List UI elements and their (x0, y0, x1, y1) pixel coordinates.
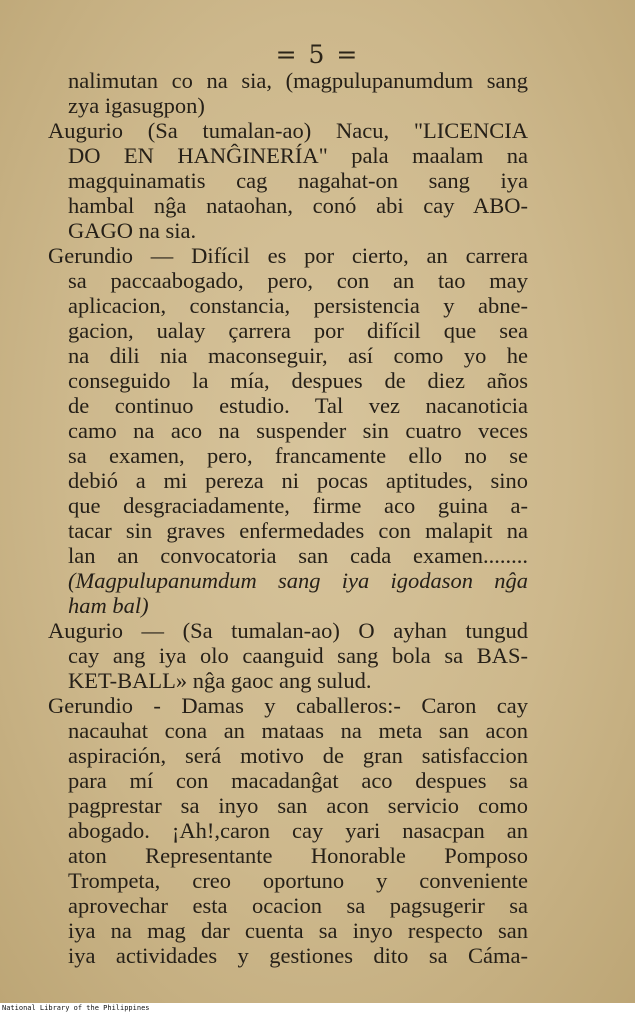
text-line: de continuo estudio. Tal vez nacanoticia (68, 393, 528, 418)
text-line: (Magpulupanumdum sang iya igodason nĝa (68, 568, 528, 593)
text-line: aton Representante Honorable Pomposo (68, 843, 528, 868)
text-line: gacion, ualay çarrera por difícil que sea (68, 318, 528, 343)
text-line: abogado. ¡Ah!,caron cay yari nasacpan an (68, 818, 528, 843)
text-line: sa examen, pero, francamente ello no se (68, 443, 528, 468)
text-line: camo na aco na suspender sin cuatro veces (68, 418, 528, 443)
text-line: aplicacion, constancia, persistencia y abne- (68, 293, 528, 318)
text-line: zya igasugpon) (68, 93, 205, 118)
text-line: sa paccaabogado, pero, con an tao may (68, 268, 528, 293)
text-line: magquinamatis cag nagahat-on sang iya (68, 168, 528, 193)
text-line: iya na mag dar cuenta sa inyo respecto san (68, 918, 528, 943)
text-line: para mí con macadanĝat aco despues sa (68, 768, 528, 793)
text-line: Gerundio — Difícil es por cierto, an carrera (48, 243, 528, 268)
text-line: tacar sin graves enfermedades con malapit na (68, 518, 528, 543)
text-line: pagprestar sa inyo san acon servicio como (68, 793, 528, 818)
text-line: ham bal) (68, 593, 149, 618)
text-line: iya actividades y gestiones dito sa Cáma- (68, 943, 528, 968)
text-line: cay ang iya olo caanguid sang bola sa BAS- (68, 643, 528, 668)
text-line: aprovechar esta ocacion sa pagsugerir sa (68, 893, 528, 918)
text-line: nalimutan co na sia, (magpulupanumdum sang (68, 68, 528, 93)
text-line: Augurio (Sa tumalan-ao) Nacu, "LICENCIA (48, 118, 528, 143)
text-line: que desgraciadamente, firme aco guina a- (68, 493, 528, 518)
text-line: na dili nia maconseguir, así como yo he (68, 343, 528, 368)
text-line: conseguido la mía, despues de diez años (68, 368, 528, 393)
library-credit: National Library of the Philippines (2, 1004, 150, 1012)
text-line: Augurio — (Sa tumalan-ao) O ayhan tungud (48, 618, 528, 643)
text-line: nacauhat cona an mataas na meta san acon (68, 718, 528, 743)
page-number: = 5 = (275, 40, 360, 69)
text-line: debió a mi pereza ni pocas aptitudes, sino (68, 468, 528, 493)
text-line: GAGO na sia. (68, 218, 197, 243)
text-line: hambal nĝa nataohan, conó abi cay ABO- (68, 193, 528, 218)
text-line: Trompeta, creo oportuno y conveniente (68, 868, 528, 893)
text-line: aspiración, será motivo de gran satisfaccion (68, 743, 528, 768)
text-line: KET-BALL» nĝa gaoc ang sulud. (68, 668, 372, 693)
text-line: lan an convocatoria san cada examen........ (68, 543, 528, 568)
text-line: Gerundio - Damas y caballeros:- Caron cay (48, 693, 528, 718)
text-line: DO EN HANĜINERÍA" pala maalam na (68, 143, 528, 168)
